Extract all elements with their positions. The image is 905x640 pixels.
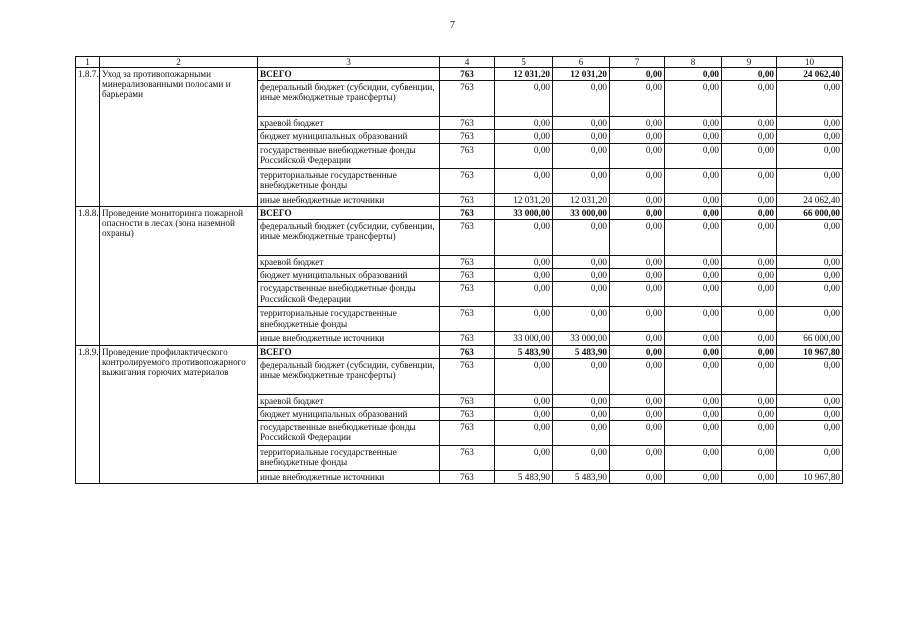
amount-cell-v10: 0,00 [777, 269, 843, 282]
amount-cell-v8: 0,00 [665, 408, 722, 421]
amount-cell-v5: 5 483,90 [495, 471, 553, 484]
amount-cell-v9: 0,00 [722, 471, 777, 484]
amount-cell-v6: 5 483,90 [553, 471, 610, 484]
amount-cell-v8: 0,00 [665, 446, 722, 471]
amount-cell-v5: 0,00 [495, 130, 553, 143]
amount-cell-v5: 0,00 [495, 117, 553, 130]
measure-name: Проведение профилактического контролируемого противопожарного выжигания горючих материалов [100, 345, 258, 484]
amount-cell-v7: 0,00 [610, 168, 665, 193]
amount-cell-v6: 12 031,20 [553, 68, 610, 81]
amount-cell-v9: 0,00 [722, 408, 777, 421]
column-header: 2 [100, 57, 258, 68]
amount-cell-v9: 0,00 [722, 332, 777, 345]
amount-cell-v5: 0,00 [495, 143, 553, 168]
amount-cell-v8: 0,00 [665, 307, 722, 332]
admin-code: 763 [440, 332, 495, 345]
amount-cell-v10: 0,00 [777, 446, 843, 471]
admin-code: 763 [440, 193, 495, 206]
funding-source: ВСЕГО [258, 68, 440, 81]
amount-cell-v10: 66 000,00 [777, 332, 843, 345]
page-number: 7 [450, 20, 455, 31]
amount-cell-v6: 0,00 [553, 446, 610, 471]
amount-cell-v6: 0,00 [553, 130, 610, 143]
amount-cell-v9: 0,00 [722, 130, 777, 143]
funding-source: федеральный бюджет (субсидии, субвенции, иные межбюджетные трансферты) [258, 220, 440, 256]
amount-cell-v9: 0,00 [722, 358, 777, 394]
table-header [76, 57, 843, 68]
amount-cell-v6: 0,00 [553, 117, 610, 130]
column-header: 6 [553, 57, 610, 68]
amount-cell-v8: 0,00 [665, 345, 722, 358]
admin-code: 763 [440, 345, 495, 358]
amount-cell-v10: 24 062,40 [777, 193, 843, 206]
amount-cell-v10: 0,00 [777, 282, 843, 307]
measure-name: Уход за противопожарными минерализованными полосами и барьерами [100, 68, 258, 207]
amount-cell-v9: 0,00 [722, 117, 777, 130]
amount-cell-v7: 0,00 [610, 307, 665, 332]
funding-source: бюджет муниципальных образований [258, 130, 440, 143]
amount-cell-v6: 0,00 [553, 256, 610, 269]
amount-cell-v7: 0,00 [610, 421, 665, 446]
column-header: 8 [665, 57, 722, 68]
funding-source: краевой бюджет [258, 117, 440, 130]
amount-cell-v9: 0,00 [722, 193, 777, 206]
amount-cell-v9: 0,00 [722, 168, 777, 193]
amount-cell-v7: 0,00 [610, 68, 665, 81]
amount-cell-v8: 0,00 [665, 220, 722, 256]
amount-cell-v6: 0,00 [553, 358, 610, 394]
amount-cell-v7: 0,00 [610, 394, 665, 407]
amount-cell-v7: 0,00 [610, 81, 665, 117]
amount-cell-v6: 33 000,00 [553, 206, 610, 219]
amount-cell-v10: 10 967,80 [777, 345, 843, 358]
amount-cell-v10: 10 967,80 [777, 471, 843, 484]
funding-source: государственные внебюджетные фонды Российской Федерации [258, 421, 440, 446]
amount-cell-v10: 0,00 [777, 143, 843, 168]
amount-cell-v10: 0,00 [777, 307, 843, 332]
amount-cell-v9: 0,00 [722, 68, 777, 81]
funding-source: иные внебюджетные источники [258, 332, 440, 345]
amount-cell-v6: 0,00 [553, 408, 610, 421]
amount-cell-v9: 0,00 [722, 421, 777, 446]
amount-cell-v8: 0,00 [665, 68, 722, 81]
amount-cell-v7: 0,00 [610, 408, 665, 421]
funding-source: ВСЕГО [258, 206, 440, 219]
funding-source: иные внебюджетные источники [258, 193, 440, 206]
header-row [76, 57, 843, 68]
amount-cell-v10: 0,00 [777, 358, 843, 394]
amount-cell-v7: 0,00 [610, 206, 665, 219]
amount-cell-v8: 0,00 [665, 168, 722, 193]
amount-cell-v5: 0,00 [495, 168, 553, 193]
amount-cell-v8: 0,00 [665, 130, 722, 143]
amount-cell-v5: 0,00 [495, 394, 553, 407]
amount-cell-v8: 0,00 [665, 193, 722, 206]
amount-cell-v10: 0,00 [777, 220, 843, 256]
amount-cell-v6: 0,00 [553, 269, 610, 282]
amount-cell-v5: 0,00 [495, 446, 553, 471]
amount-cell-v9: 0,00 [722, 446, 777, 471]
column-header: 9 [722, 57, 777, 68]
amount-cell-v5: 0,00 [495, 81, 553, 117]
amount-cell-v8: 0,00 [665, 332, 722, 345]
amount-cell-v7: 0,00 [610, 446, 665, 471]
admin-code: 763 [440, 81, 495, 117]
amount-cell-v9: 0,00 [722, 307, 777, 332]
amount-cell-v8: 0,00 [665, 256, 722, 269]
measure-code: 1.8.9. [76, 345, 100, 484]
admin-code: 763 [440, 130, 495, 143]
measure-name: Проведение мониторинга пожарной опасности в лесах (зона наземной охраны) [100, 206, 258, 345]
funding-source: краевой бюджет [258, 256, 440, 269]
admin-code: 763 [440, 168, 495, 193]
admin-code: 763 [440, 358, 495, 394]
column-header: 4 [440, 57, 495, 68]
admin-code: 763 [440, 408, 495, 421]
amount-cell-v5: 0,00 [495, 282, 553, 307]
admin-code: 763 [440, 206, 495, 219]
amount-cell-v7: 0,00 [610, 256, 665, 269]
amount-cell-v10: 0,00 [777, 130, 843, 143]
amount-cell-v9: 0,00 [722, 269, 777, 282]
amount-cell-v5: 12 031,20 [495, 193, 553, 206]
table-row-total [76, 68, 843, 81]
amount-cell-v5: 0,00 [495, 421, 553, 446]
amount-cell-v8: 0,00 [665, 394, 722, 407]
funding-source: государственные внебюджетные фонды Российской Федерации [258, 282, 440, 307]
amount-cell-v7: 0,00 [610, 269, 665, 282]
funding-source: федеральный бюджет (субсидии, субвенции, иные межбюджетные трансферты) [258, 358, 440, 394]
admin-code: 763 [440, 307, 495, 332]
amount-cell-v7: 0,00 [610, 332, 665, 345]
measure-code: 1.8.8. [76, 206, 100, 345]
amount-cell-v6: 0,00 [553, 143, 610, 168]
amount-cell-v8: 0,00 [665, 421, 722, 446]
admin-code: 763 [440, 394, 495, 407]
measure-code: 1.8.7. [76, 68, 100, 207]
funding-source: бюджет муниципальных образований [258, 408, 440, 421]
amount-cell-v5: 0,00 [495, 358, 553, 394]
amount-cell-v6: 0,00 [553, 81, 610, 117]
amount-cell-v10: 0,00 [777, 394, 843, 407]
amount-cell-v7: 0,00 [610, 220, 665, 256]
amount-cell-v8: 0,00 [665, 117, 722, 130]
column-header: 3 [258, 57, 440, 68]
amount-cell-v8: 0,00 [665, 269, 722, 282]
amount-cell-v10: 0,00 [777, 421, 843, 446]
amount-cell-v8: 0,00 [665, 358, 722, 394]
amount-cell-v8: 0,00 [665, 81, 722, 117]
amount-cell-v10: 0,00 [777, 408, 843, 421]
admin-code: 763 [440, 269, 495, 282]
amount-cell-v9: 0,00 [722, 345, 777, 358]
admin-code: 763 [440, 421, 495, 446]
amount-cell-v8: 0,00 [665, 282, 722, 307]
amount-cell-v6: 0,00 [553, 307, 610, 332]
admin-code: 763 [440, 256, 495, 269]
amount-cell-v6: 5 483,90 [553, 345, 610, 358]
budget-table [75, 56, 843, 484]
funding-source: иные внебюджетные источники [258, 471, 440, 484]
amount-cell-v10: 24 062,40 [777, 68, 843, 81]
funding-source: краевой бюджет [258, 394, 440, 407]
column-header: 5 [495, 57, 553, 68]
amount-cell-v10: 0,00 [777, 168, 843, 193]
admin-code: 763 [440, 143, 495, 168]
column-header: 7 [610, 57, 665, 68]
amount-cell-v7: 0,00 [610, 143, 665, 168]
amount-cell-v5: 0,00 [495, 307, 553, 332]
amount-cell-v6: 0,00 [553, 220, 610, 256]
column-header: 10 [777, 57, 843, 68]
amount-cell-v7: 0,00 [610, 345, 665, 358]
table-row-total [76, 206, 843, 219]
admin-code: 763 [440, 446, 495, 471]
amount-cell-v10: 0,00 [777, 81, 843, 117]
amount-cell-v9: 0,00 [722, 81, 777, 117]
amount-cell-v8: 0,00 [665, 143, 722, 168]
amount-cell-v8: 0,00 [665, 206, 722, 219]
amount-cell-v9: 0,00 [722, 220, 777, 256]
amount-cell-v5: 33 000,00 [495, 206, 553, 219]
amount-cell-v7: 0,00 [610, 358, 665, 394]
amount-cell-v6: 0,00 [553, 282, 610, 307]
amount-cell-v9: 0,00 [722, 282, 777, 307]
amount-cell-v5: 12 031,20 [495, 68, 553, 81]
amount-cell-v7: 0,00 [610, 193, 665, 206]
funding-source: территориальные государственные внебюджетные фонды [258, 446, 440, 471]
funding-source: территориальные государственные внебюджетные фонды [258, 168, 440, 193]
amount-cell-v10: 0,00 [777, 256, 843, 269]
amount-cell-v5: 0,00 [495, 269, 553, 282]
funding-source: бюджет муниципальных образований [258, 269, 440, 282]
amount-cell-v9: 0,00 [722, 394, 777, 407]
amount-cell-v6: 0,00 [553, 168, 610, 193]
amount-cell-v6: 12 031,20 [553, 193, 610, 206]
admin-code: 763 [440, 471, 495, 484]
amount-cell-v5: 33 000,00 [495, 332, 553, 345]
funding-source: ВСЕГО [258, 345, 440, 358]
admin-code: 763 [440, 68, 495, 81]
amount-cell-v10: 0,00 [777, 117, 843, 130]
amount-cell-v9: 0,00 [722, 256, 777, 269]
amount-cell-v9: 0,00 [722, 143, 777, 168]
amount-cell-v7: 0,00 [610, 130, 665, 143]
table-row-total [76, 345, 843, 358]
admin-code: 763 [440, 282, 495, 307]
amount-cell-v5: 0,00 [495, 408, 553, 421]
amount-cell-v9: 0,00 [722, 206, 777, 219]
amount-cell-v10: 66 000,00 [777, 206, 843, 219]
table-body [76, 68, 843, 484]
amount-cell-v6: 0,00 [553, 394, 610, 407]
funding-source: государственные внебюджетные фонды Российской Федерации [258, 143, 440, 168]
amount-cell-v5: 0,00 [495, 256, 553, 269]
funding-source: федеральный бюджет (субсидии, субвенции, иные межбюджетные трансферты) [258, 81, 440, 117]
amount-cell-v5: 5 483,90 [495, 345, 553, 358]
amount-cell-v8: 0,00 [665, 471, 722, 484]
amount-cell-v7: 0,00 [610, 282, 665, 307]
amount-cell-v6: 33 000,00 [553, 332, 610, 345]
column-header: 1 [76, 57, 100, 68]
amount-cell-v7: 0,00 [610, 471, 665, 484]
funding-source: территориальные государственные внебюджетные фонды [258, 307, 440, 332]
amount-cell-v5: 0,00 [495, 220, 553, 256]
admin-code: 763 [440, 117, 495, 130]
amount-cell-v7: 0,00 [610, 117, 665, 130]
amount-cell-v6: 0,00 [553, 421, 610, 446]
admin-code: 763 [440, 220, 495, 256]
